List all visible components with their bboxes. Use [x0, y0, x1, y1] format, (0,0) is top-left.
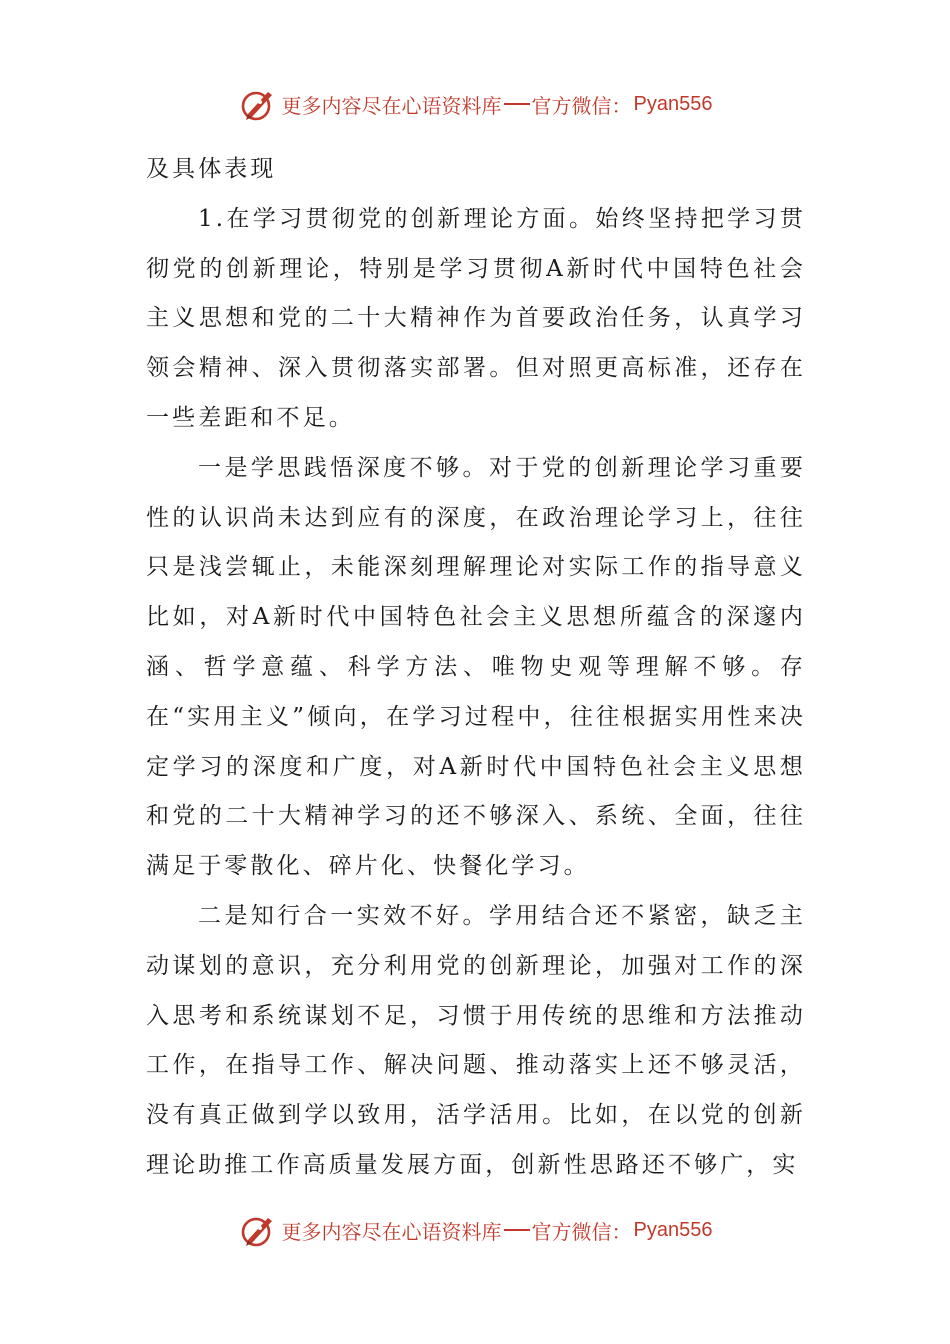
watermark-wechat-id: Pyan556 [633, 92, 713, 115]
watermark-official-label: 官方微信： [531, 93, 632, 118]
paragraph-section-1: 1.在学习贯彻党的创新理论方面。始终坚持把学习贯彻党的创新理论，特别是学习贯彻A新时代中国特色社会主义思想和党的二十大精神作为首要政治任务，认真学习领会精神、深入贯彻落实部署。但对照更高标准，还存在一些差距和不足。 [146, 205, 806, 431]
paragraph-point-1: 一是学思践悟深度不够。对于党的创新理论学习重要性的认识尚未达到应有的深度，在政治理论学习上，往往只是浅尝辄止，未能深刻理解理论对实际工作的指导意义比如，对A新时代中国特色社会主义思想所蕴含的深邃内涵、哲学意蕴、科学方法、唯物史观等理解不够。存在“实用主义”倾向，在学习过程中，往往根据实用性来决定学习的深度和广度，对A新时代中国特色社会主义思想和党的二十大精神学习的还不够深入、系统、全面，往往满足于零散化、碎片化、快餐化学习。 [146, 454, 806, 880]
footer-watermark [0, 1208, 950, 1252]
watermark-wechat-id: Pyan556 [633, 1218, 713, 1241]
watermark-dash [504, 1229, 530, 1231]
pen-circle-logo-icon [238, 1210, 278, 1250]
pen-circle-logo-icon [238, 84, 278, 124]
watermark-brand: 更多内容尽在心语资料库 [281, 1219, 502, 1244]
watermark-brand: 更多内容尽在心语资料库 [281, 93, 502, 118]
watermark-official-label: 官方微信： [531, 1219, 632, 1244]
watermark-dash [504, 103, 530, 105]
paragraph-point-2: 二是知行合一实效不好。学用结合还不紧密，缺乏主动谋划的意识，充分利用党的创新理论，加强对工作的深入思考和系统谋划不足，习惯于用传统的思维和方法推动工作，在指导工作、解决问题、推动落实上还不够灵活，没有真正做到学以致用，活学活用。比如，在以党的创新理论助推工作高质量发展方面，创新性思路还不够广，实 [146, 902, 806, 1178]
paragraph-continuation: 及具体表现 [146, 156, 277, 182]
document-body [146, 145, 806, 1191]
header-watermark [0, 82, 950, 126]
